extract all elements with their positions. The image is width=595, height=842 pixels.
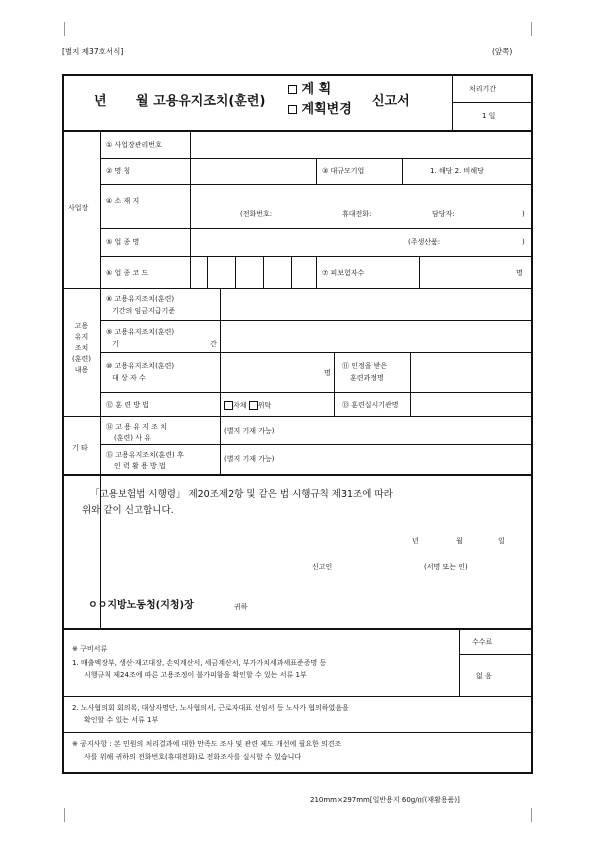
- signature-label: (서명 또는 인): [424, 563, 468, 571]
- self-checkbox[interactable]: [224, 401, 233, 410]
- target-label-2: 대 상 자 수: [112, 374, 146, 382]
- manager-label: 담당자:: [432, 210, 455, 218]
- crop-mark: [50, 808, 65, 822]
- title-suffix: 신고서: [372, 94, 410, 109]
- method-label: ⑫ 훈 련 방 법: [106, 401, 149, 409]
- wage-label-1: ⑧ 고용유지조치(훈련): [106, 295, 175, 303]
- staff-plan-note: (별지 기재 가능): [224, 455, 275, 463]
- processing-period-label: 처리기간: [469, 85, 497, 93]
- reg-no-label: ① 사업장관리번호: [106, 141, 162, 149]
- reason-label-1: ⑭ 고 용 유 지 조 치: [106, 423, 167, 431]
- crop-mark: [531, 22, 546, 36]
- phone-label: (전화번호:: [240, 210, 273, 218]
- address-label: ④ 소 재 지: [106, 197, 140, 205]
- notice-line-2: 사를 위해 귀하의 전화번호(휴대전화)로 전화조사를 실시할 수 있습니다: [84, 753, 302, 761]
- recipient: ㅇㅇ지방노동청(지청)장: [88, 600, 194, 611]
- attachment-item-2a: 2. 노사협의회 회의록, 대상자명단, 노사협의서, 근로자대표 선임서 등 노사가 협의하였음을: [72, 704, 349, 712]
- mobile-label: 휴대전화:: [342, 210, 372, 218]
- product-paren-close: ): [522, 238, 525, 246]
- title-option-change[interactable]: 계획변경: [288, 105, 352, 114]
- section-employer: 사업장: [68, 204, 89, 212]
- date-day: 일: [498, 537, 505, 545]
- period-label-1: ⑨ 고용유지조치(훈련): [106, 328, 175, 336]
- section-etc: 기 타: [72, 444, 88, 452]
- period-label-2b: 간: [210, 340, 217, 348]
- method-self[interactable]: 자체 위탁: [224, 401, 271, 411]
- main-product-label: (주생산품:: [408, 238, 441, 246]
- report-form: [62, 74, 533, 774]
- name-label: ② 명 칭: [106, 167, 131, 175]
- form-number: [별지 제37호서식]: [62, 47, 124, 56]
- approved-course-label-1: ⑪ 인정을 받은: [342, 362, 388, 370]
- date-year: 년: [412, 537, 419, 545]
- change-checkbox[interactable]: [288, 105, 297, 114]
- attachments-title: ※ 구비서류: [72, 645, 108, 653]
- date-month: 월: [456, 537, 463, 545]
- fee-label: 수수료: [472, 638, 493, 646]
- title-year: 년: [94, 94, 107, 109]
- fee-value: 없 음: [476, 672, 492, 680]
- commission-checkbox[interactable]: [249, 401, 258, 410]
- insured-label: ⑦ 피보험자수: [322, 269, 365, 277]
- declaration-line-1: 「고용보험법 시행령」 제20조제2항 및 같은 법 시행규칙 제31조에 따라: [90, 489, 393, 500]
- declaration-line-2: 위와 같이 신고합니다.: [82, 505, 174, 516]
- address-paren-close: ): [522, 210, 525, 218]
- approved-course-label-2: 훈련과정명: [350, 374, 384, 382]
- large-firm-label: ③ 대규모기업: [322, 167, 365, 175]
- attachment-item-2b: 확인할 수 있는 서류 1부: [84, 716, 159, 724]
- crop-mark: [50, 22, 65, 36]
- staff-plan-label-1: ⑮ 고용유지조치(훈련) 후: [106, 451, 184, 459]
- notice-line-1: ※ 공지사항 : 본 민원의 처리결과에 대한 만족도 조사 및 관련 제도 개선에 필요한 의견조: [72, 740, 342, 748]
- industry-label: ⑤ 업 종 명: [106, 238, 140, 246]
- insured-unit: 명: [516, 269, 523, 277]
- applicant-label: 신고인: [312, 563, 333, 571]
- title-month-label: 월 고용유지조치(훈련): [136, 94, 266, 109]
- period-label-2a: 기: [112, 340, 119, 348]
- plan-checkbox[interactable]: [288, 85, 297, 94]
- target-unit: 명: [324, 369, 331, 377]
- processing-period-value: 1 일: [482, 112, 496, 120]
- industry-code-label: ⑥ 업 종 코 드: [106, 269, 149, 277]
- large-firm-options[interactable]: 1. 해당 2. 비해당: [430, 167, 484, 175]
- wage-label-2: 기간의 임금지급기준: [112, 307, 176, 315]
- section-measure: 고용 유지 조치 (훈련) 내용: [72, 322, 91, 374]
- page-side: (앞쪽): [492, 47, 513, 56]
- crop-mark: [531, 808, 546, 822]
- recipient-honorific: 귀하: [234, 603, 248, 611]
- reason-note: (별지 기재 가능): [224, 427, 275, 435]
- attachment-item-1b: 시행규칙 제24조에 따른 고용조정이 불가피함을 확인할 수 있는 서류 1부: [84, 671, 307, 679]
- title-option-plan[interactable]: 계 획: [288, 85, 331, 94]
- staff-plan-label-2: 인 력 활 용 방 법: [114, 462, 166, 470]
- attachment-item-1a: 1. 매출액장부, 생산·재고대장, 손익계산서, 세금계산서, 부가가치세과세표준증명 등: [72, 659, 327, 667]
- reason-label-2: (훈련) 사 유: [114, 434, 151, 442]
- paper-spec-footer: 210mm×297mm[일반용지 60g/㎡(재활용품)]: [310, 796, 460, 804]
- training-place-label: ⑬ 훈련실시기관명: [342, 401, 399, 409]
- target-label-1: ⑩ 고용유지조치(훈련): [106, 362, 175, 370]
